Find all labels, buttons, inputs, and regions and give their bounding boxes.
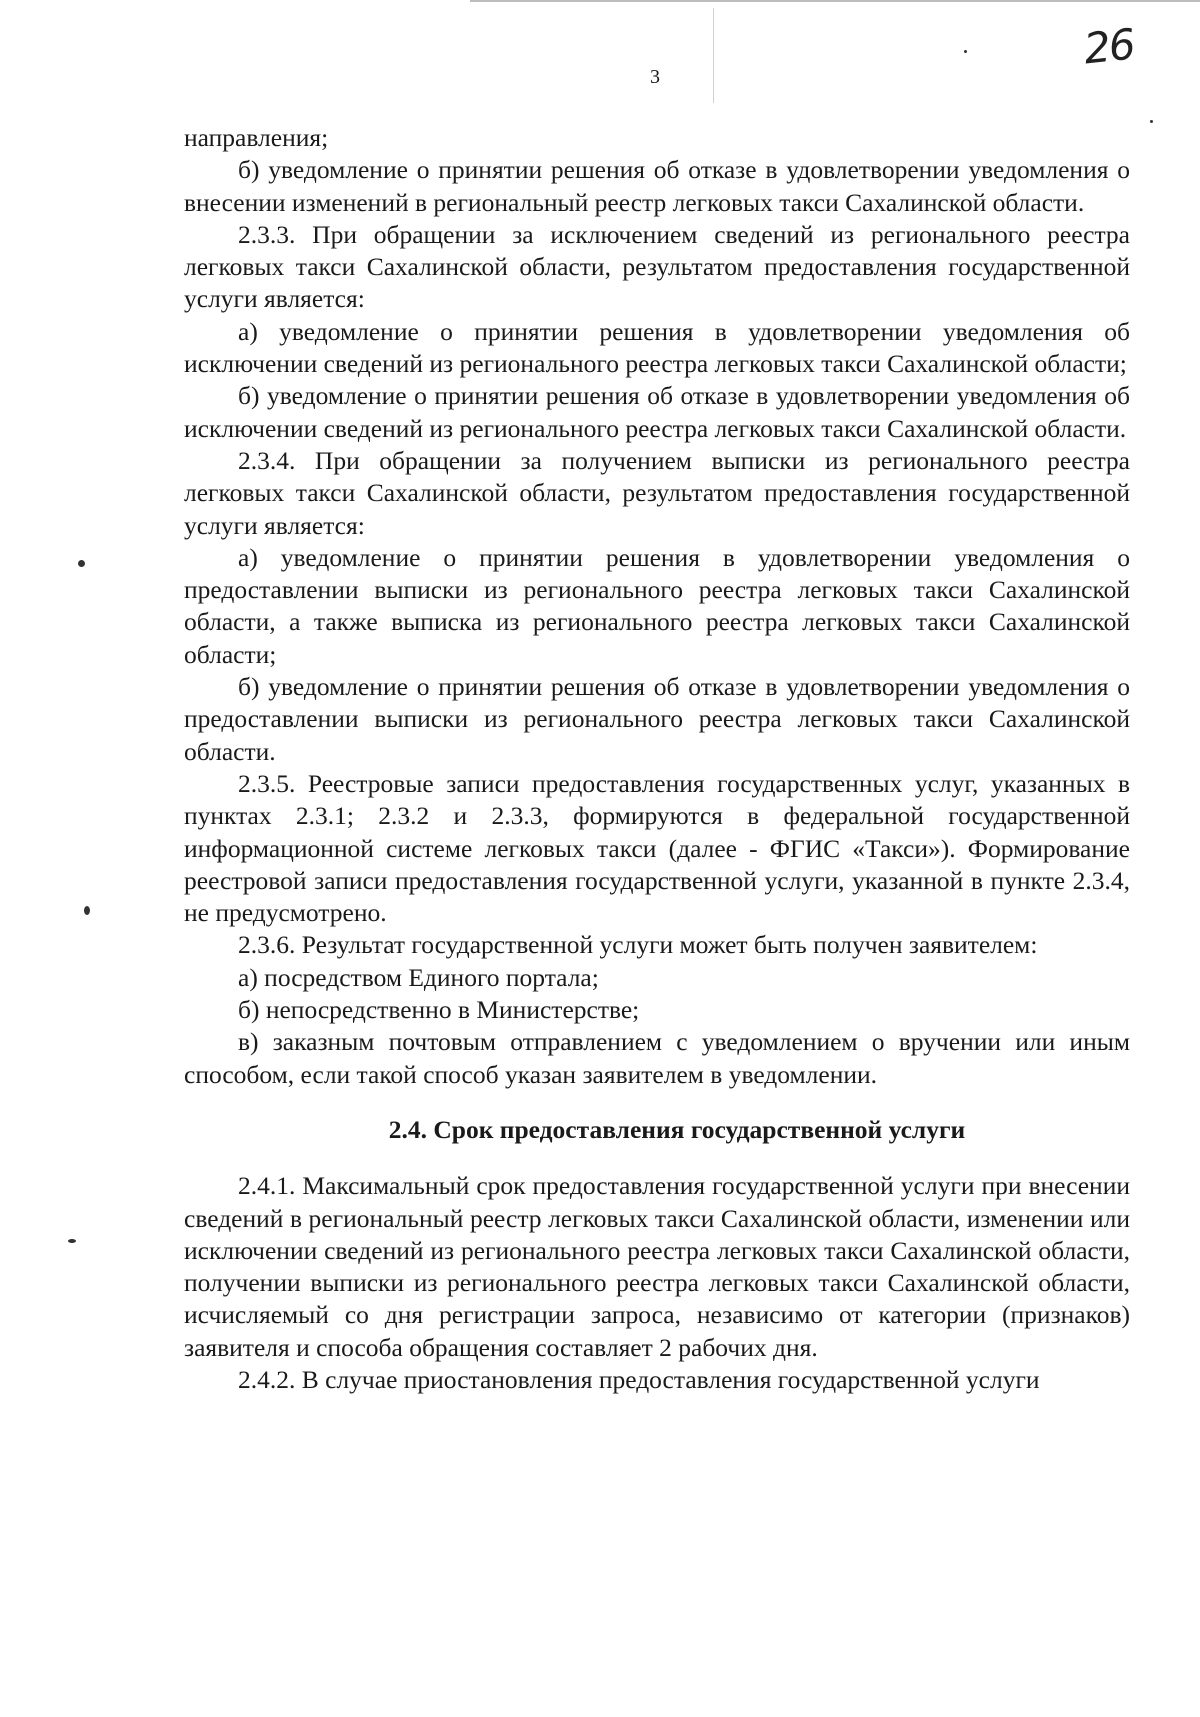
scan-speck: [1150, 120, 1153, 123]
paragraph: б) уведомление о принятии решения об отказе в удовлетворении уведомления об исключении сведений из регионального реестра легковых такси Сахалинской области.: [184, 381, 1130, 443]
paragraph: а) посредством Единого портала;: [238, 962, 599, 992]
handwritten-page-number: 26: [1081, 19, 1136, 74]
paragraph: 2.4.2. В случае приостановления предоставления государственной услуги: [238, 1364, 1040, 1394]
paragraph: 2.3.6. Результат государственной услуги может быть получен заявителем:: [238, 930, 1038, 960]
paragraph: б) уведомление о принятии решения об отказе в удовлетворении уведомления о внесении изменений в региональный реестр легковых такси Сахалинской области.: [184, 155, 1130, 217]
paragraph: б) уведомление о принятии решения об отказе в удовлетворении уведомления о предоставлении выписки из регионального реестра легковых такси Сахалинской области.: [184, 672, 1130, 766]
paragraph: 2.3.5. Реестровые записи предоставления государственных услуг, указанных в пунктах 2.3.1; 2.3.2 и 2.3.3, формируются в федеральной государственной информационной системе легковых такси (далее - ФГИС «Такси»). Формирование реестровой записи предоставления государственной услуги, указанной в пункте 2.3.4, не предусмотрено.: [184, 768, 1130, 928]
page-number: 3: [650, 66, 660, 88]
scan-speck: [964, 50, 967, 53]
paragraph: б) непосредственно в Министерстве;: [238, 995, 640, 1025]
section-heading: 2.4. Срок предоставления государственной услуги: [388, 1114, 966, 1144]
paragraph: а) уведомление о принятии решения в удовлетворении уведомления об исключении сведений из регионального реестра легковых такси Сахалинской области;: [184, 316, 1130, 379]
paragraph: 2.3.4. При обращении за получением выписки из регионального реестра легковых такси Сахалинской области, результатом предоставления государственной услуги является:: [184, 445, 1130, 540]
paragraph: направления;: [184, 123, 329, 152]
paragraph: 2.3.3. При обращении за исключением сведений из регионального реестра легковых такси Сахалинской области, результатом предоставления государственной услуги является:: [184, 219, 1130, 314]
scan-speck: [84, 906, 90, 915]
paragraph: 2.4.1. Максимальный срок предоставления государственной услуги при внесении сведений в региональный реестр легковых такси Сахалинской области, изменении или исключении сведений из регионального реестра легковых такси Сахалинской области, получении выписки из регионального реестра легковых такси Сахалинской области, исчисляемый со дня регистрации запроса, независимо от категории (признаков) заявителя и способа обращения составляет 2 рабочих дня.: [184, 1171, 1130, 1362]
paragraph: а) уведомление о принятии решения в удовлетворении уведомления о предоставлении выписки из регионального реестра легковых такси Сахалинской области, а также выписка из регионального реестра легковых такси Сахалинской области;: [184, 542, 1130, 669]
scan-speck: [68, 1239, 76, 1243]
paragraph: в) заказным почтовым отправлением с уведомлением о вручении или иным способом, если такой способ указан заявителем в уведомлении.: [184, 1027, 1130, 1089]
scan-top-edge: [470, 0, 1200, 2]
document-body: [184, 122, 1130, 1396]
scan-speck: [78, 560, 85, 567]
scan-fold-line: [713, 8, 714, 103]
